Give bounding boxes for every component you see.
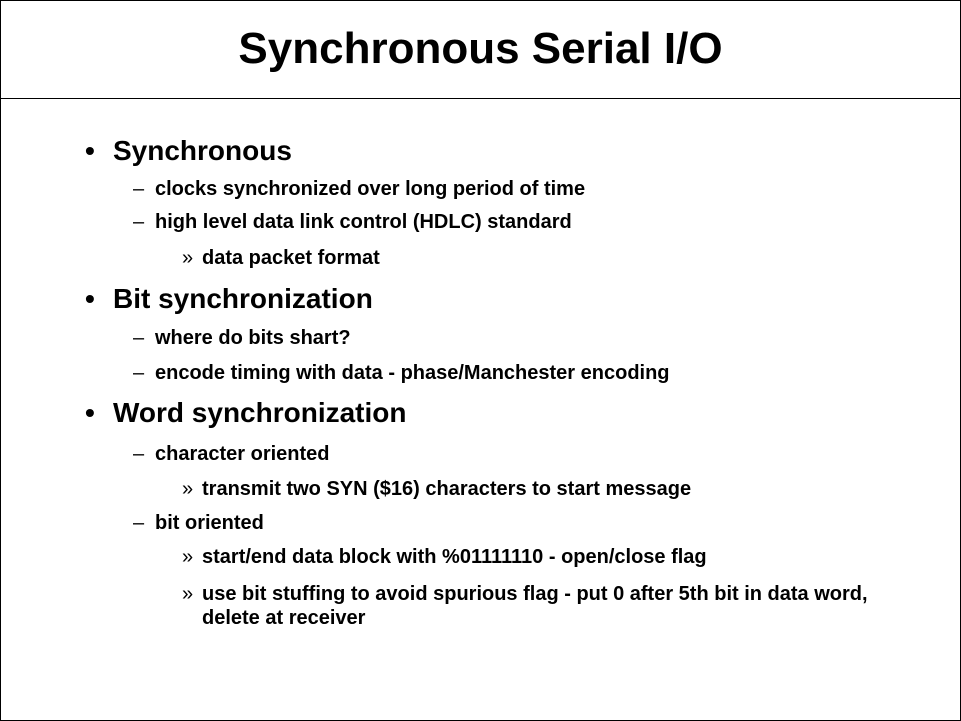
sub-sub-bullet-text: data packet format: [202, 247, 380, 269]
chevron-marker: »: [182, 546, 194, 568]
bullet-heading: Bit synchronization: [113, 283, 373, 314]
dash-marker: –: [133, 443, 145, 465]
bullet-marker: •: [85, 283, 95, 314]
sub-sub-bullet-bit-stuffing: [182, 582, 902, 630]
sub-bullet-text: bit oriented: [155, 512, 264, 534]
sub-bullet-clocks: [133, 178, 586, 201]
dash-marker: –: [133, 512, 145, 534]
sub-sub-bullet-text: use bit stuffing to avoid spurious flag - put 0 after 5th bit in data word, delete at receiver: [202, 583, 868, 629]
sub-bullet-bits-start: [133, 327, 351, 350]
sub-bullet-text: encode timing with data - phase/Manchester encoding: [155, 362, 670, 384]
bullet-heading: Word synchronization: [113, 397, 407, 428]
title-bar: [1, 1, 960, 99]
sub-sub-bullet-packet-format: [182, 247, 380, 270]
sub-bullet-encode-timing: [133, 362, 670, 385]
sub-sub-bullet-flag: [182, 546, 707, 569]
dash-marker: –: [133, 327, 145, 349]
sub-bullet-character-oriented: [133, 443, 330, 466]
sub-sub-bullet-syn-characters: [182, 478, 692, 501]
bullet-marker: •: [85, 135, 95, 166]
bullet-synchronous: [85, 135, 292, 167]
chevron-marker: »: [182, 247, 194, 269]
bullet-bit-synchronization: [85, 283, 373, 315]
sub-bullet-hdlc: [133, 211, 572, 234]
chevron-marker: »: [182, 583, 194, 605]
chevron-marker: »: [182, 478, 194, 500]
slide-title: Synchronous Serial I/O: [238, 23, 723, 73]
sub-bullet-text: high level data link control (HDLC) standard: [155, 211, 572, 233]
dash-marker: –: [133, 211, 145, 233]
dash-marker: –: [133, 178, 145, 200]
sub-bullet-text: character oriented: [155, 443, 330, 465]
sub-bullet-bit-oriented: [133, 512, 264, 535]
bullet-word-synchronization: [85, 397, 407, 429]
bullet-marker: •: [85, 397, 95, 428]
bullet-heading: Synchronous: [113, 135, 292, 166]
sub-sub-bullet-text: start/end data block with %01111110 - open/close flag: [202, 546, 707, 568]
sub-bullet-text: where do bits shart?: [155, 327, 351, 349]
sub-bullet-text: clocks synchronized over long period of time: [155, 178, 586, 200]
sub-sub-bullet-text: transmit two SYN ($16) characters to start message: [202, 478, 692, 500]
dash-marker: –: [133, 362, 145, 384]
